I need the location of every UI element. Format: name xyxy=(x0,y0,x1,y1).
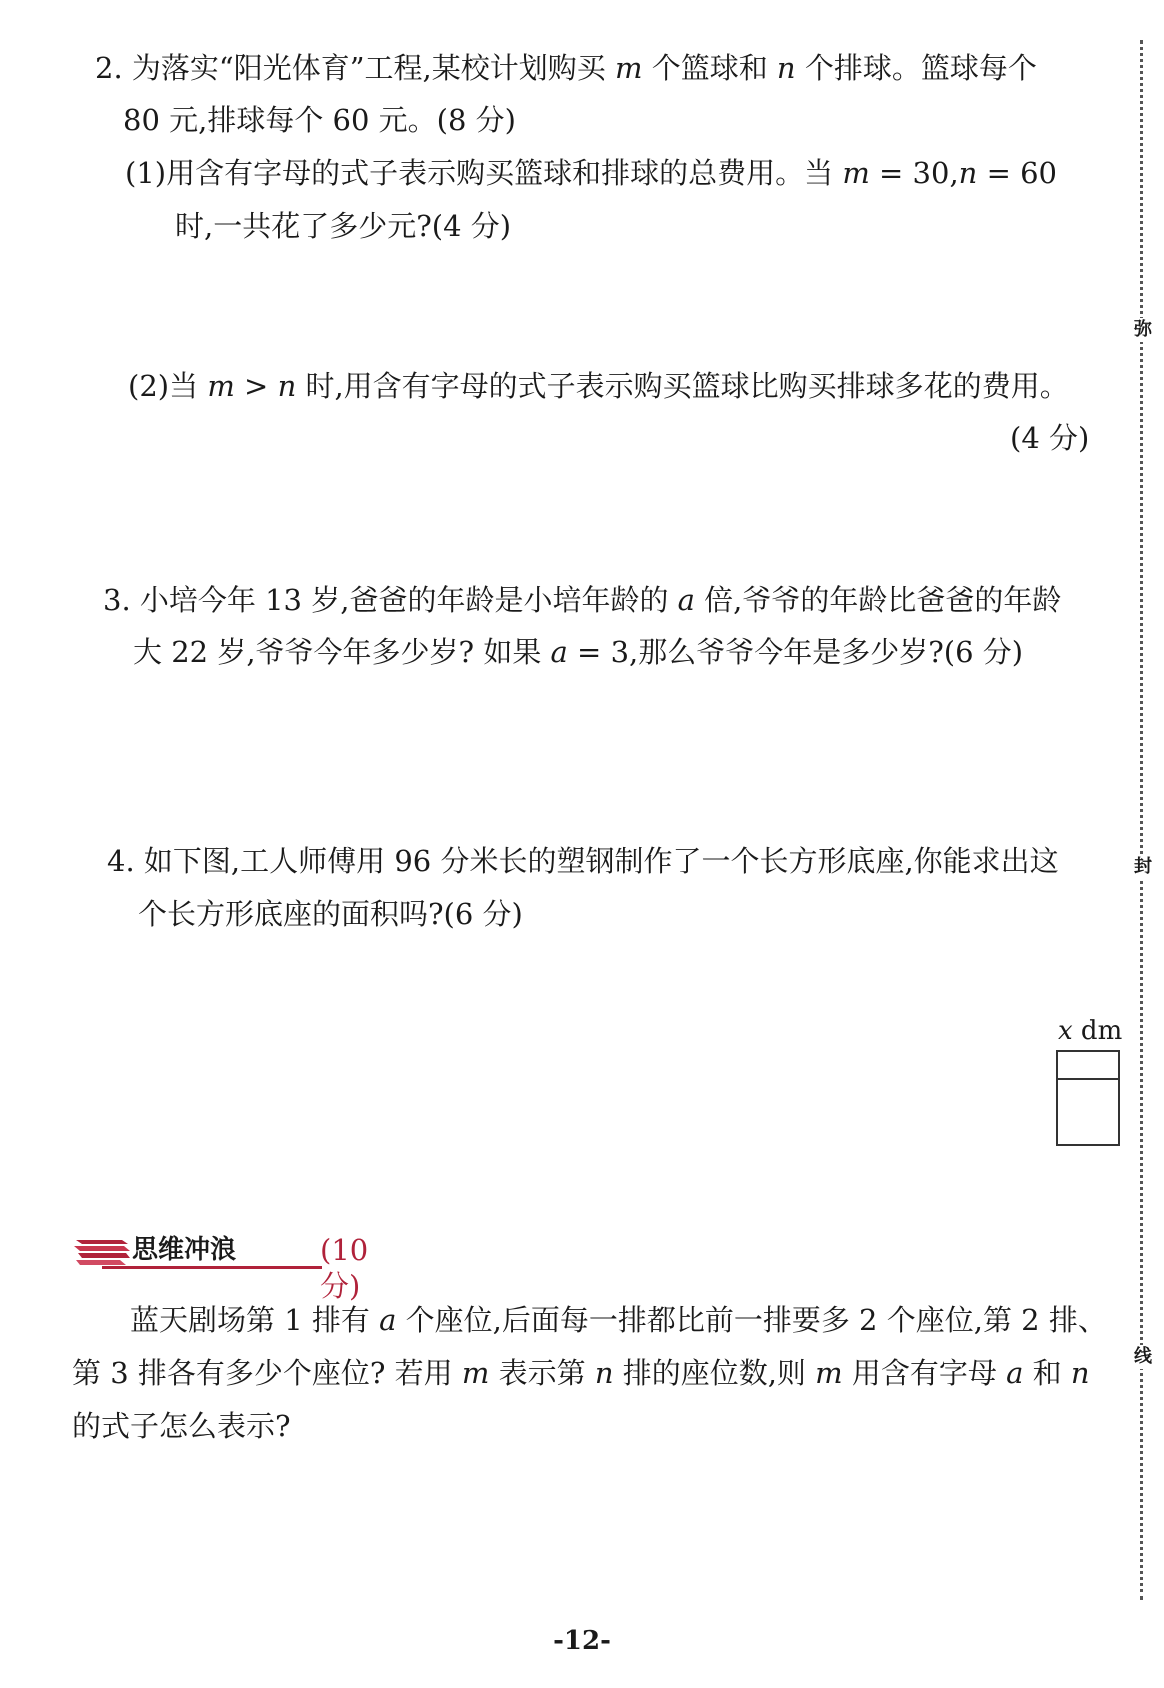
margin-char-xian: 线 xyxy=(1131,1345,1155,1369)
page-number: -12- xyxy=(553,1626,611,1656)
section-title: 思维冲浪 xyxy=(132,1235,237,1265)
figure-unit: dm xyxy=(1072,1016,1123,1046)
q2-part2-score: (4 分) xyxy=(1010,421,1090,455)
q2-text: 个篮球和 xyxy=(642,51,777,85)
section-score: (10 分) xyxy=(320,1233,369,1303)
var-n: n xyxy=(594,1356,614,1390)
q5-text: 和 xyxy=(1023,1356,1071,1390)
rectangle-divider xyxy=(1058,1078,1118,1080)
q3-line-1 xyxy=(103,582,1061,618)
var-a: a xyxy=(379,1303,397,1337)
var-a: a xyxy=(677,583,695,617)
q2-p1-text: = 60 xyxy=(977,156,1057,190)
var-m: m xyxy=(815,1356,843,1390)
q5-text: 用含有字母 xyxy=(842,1356,1007,1390)
var-m: m xyxy=(842,156,870,190)
q3-text: 大 22 岁,爷爷今年多少岁? 如果 xyxy=(133,635,551,669)
var-m: m xyxy=(614,51,643,85)
rectangle-base-figure xyxy=(1056,1050,1120,1146)
q2-p1-text: (1)用含有字母的式子表示购买篮球和排球的总费用。当 xyxy=(125,156,843,190)
q4-line-1: 4. 如下图,工人师傅用 96 分米长的塑钢制作了一个长方形底座,你能求出这 xyxy=(107,844,1059,878)
q5-text: 个座位,后面每一排都比前一排要多 2 个座位,第 2 排、 xyxy=(396,1303,1107,1337)
q4-line-2: 个长方形底座的面积吗?(6 分) xyxy=(138,897,523,931)
q2-line-2: 80 元,排球每个 60 元。(8 分) xyxy=(123,103,516,137)
section-header xyxy=(72,1232,372,1303)
var-n: n xyxy=(958,156,978,190)
q5-line-1 xyxy=(130,1302,1107,1338)
section-underline xyxy=(102,1266,322,1269)
q5-text: 蓝天剧场第 1 排有 xyxy=(130,1303,380,1337)
q5-text: 排的座位数,则 xyxy=(613,1356,816,1390)
var-m: m xyxy=(461,1356,490,1390)
figure-width-label xyxy=(1058,1016,1122,1046)
var-a: a xyxy=(1006,1356,1024,1390)
var-a: a xyxy=(550,635,568,669)
q2-part1-line-1 xyxy=(125,155,1057,191)
q2-p2-text: (2)当 xyxy=(128,369,208,403)
q2-text: 2. 为落实“阳光体育”工程,某校计划购买 xyxy=(95,51,615,85)
q3-text: = 3,那么爷爷今年是多少岁?(6 分) xyxy=(567,635,1024,669)
q2-part2-line-1 xyxy=(128,368,1069,404)
q2-part1-line-2: 时,一共花了多少元?(4 分) xyxy=(175,209,512,243)
q2-text: 个排球。篮球每个 xyxy=(795,51,1037,85)
var-x: x xyxy=(1058,1016,1073,1046)
q3-text: 3. 小培今年 13 岁,爸爸的年龄是小培年龄的 xyxy=(103,583,678,617)
var-n: n xyxy=(776,51,796,85)
q5-text: 表示第 xyxy=(489,1356,595,1390)
q5-text: 第 3 排各有多少个座位? 若用 xyxy=(72,1356,462,1390)
var-n: n xyxy=(1070,1356,1090,1390)
q5-line-2 xyxy=(72,1355,1090,1391)
q2-line-1 xyxy=(95,50,1037,86)
margin-char-mi: 弥 xyxy=(1131,318,1155,342)
q2-p1-text: = 30, xyxy=(869,156,959,190)
q2-p2-text: 时,用含有字母的式子表示购买篮球比购买排球多花的费用。 xyxy=(296,369,1069,403)
var-m: m xyxy=(207,369,235,403)
q2-p2-text: > xyxy=(234,369,278,403)
q3-text: 倍,爷爷的年龄比爸爸的年龄 xyxy=(694,583,1062,617)
q5-line-3: 的式子怎么表示? xyxy=(72,1409,291,1443)
margin-char-feng: 封 xyxy=(1131,855,1155,879)
var-n: n xyxy=(277,369,297,403)
q3-line-2 xyxy=(133,634,1023,670)
